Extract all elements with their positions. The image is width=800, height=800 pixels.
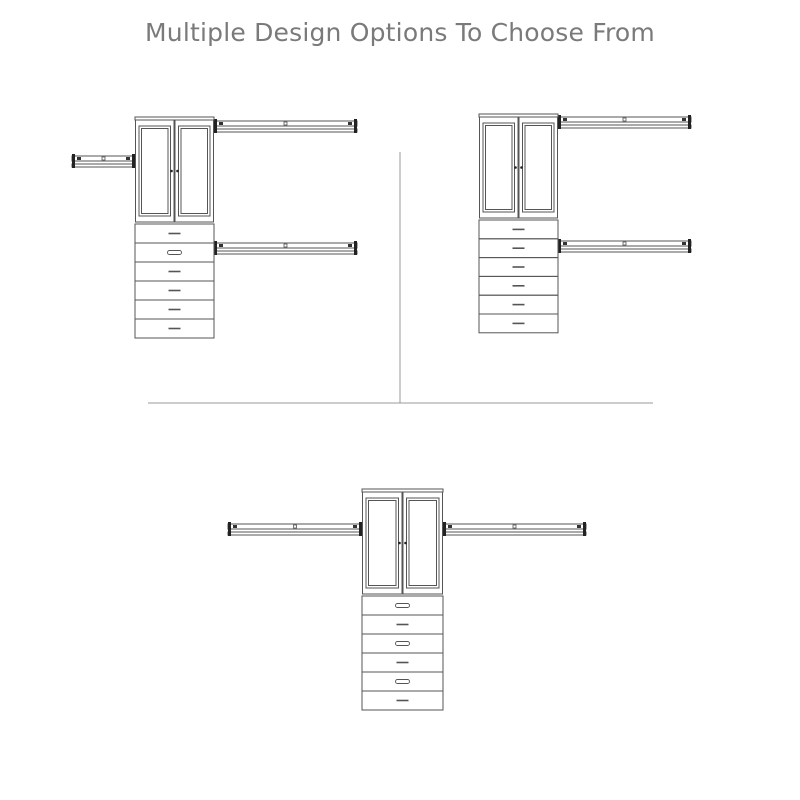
- hanging-rod: [558, 125, 691, 128]
- drawer: [135, 281, 214, 300]
- end-cap-icon: [563, 242, 567, 245]
- drawer-handle-icon: [396, 604, 410, 608]
- bracket-icon: [443, 522, 446, 536]
- door-panel-inner: [486, 126, 513, 210]
- bracket-icon: [214, 119, 217, 133]
- end-cap-icon: [233, 525, 237, 528]
- drawer-front: [362, 672, 443, 691]
- right-door: [519, 117, 558, 218]
- right-door: [175, 120, 214, 222]
- knob-icon: [404, 542, 407, 545]
- hanging-rod: [228, 532, 362, 535]
- drawer: [135, 300, 214, 319]
- knob-icon: [170, 170, 173, 173]
- end-cap-icon: [348, 244, 352, 247]
- shelf-rod: [214, 119, 357, 133]
- closet-tower: [479, 114, 558, 333]
- drawer: [362, 596, 443, 615]
- rod-clip-icon: [623, 242, 626, 245]
- end-cap-icon: [348, 122, 352, 125]
- right-door: [403, 492, 443, 594]
- door-panel: [407, 498, 440, 588]
- drawer: [362, 634, 443, 653]
- hanging-rod: [443, 532, 586, 535]
- drawer: [479, 220, 558, 239]
- drawer: [479, 295, 558, 314]
- bracket-icon: [354, 119, 357, 133]
- drawer: [135, 262, 214, 281]
- hanging-rod: [214, 129, 357, 132]
- door-panel: [179, 126, 211, 216]
- drawer: [479, 276, 558, 295]
- drawer-handle-icon: [396, 642, 410, 646]
- bracket-icon: [583, 522, 586, 536]
- end-cap-icon: [77, 157, 81, 160]
- end-cap-icon: [126, 157, 130, 160]
- rod-clip-icon: [102, 157, 105, 160]
- drawer: [135, 319, 214, 338]
- door-panel: [483, 123, 515, 212]
- shelf-rod: [214, 241, 357, 255]
- knob-icon: [514, 166, 517, 169]
- drawer-handle-icon: [168, 251, 182, 255]
- door-panel-inner: [525, 126, 552, 210]
- door-panel-inner: [181, 129, 208, 214]
- rod-clip-icon: [294, 525, 297, 528]
- drawer: [362, 653, 443, 672]
- design-option-3: [228, 489, 586, 710]
- drawer: [479, 314, 558, 333]
- door-panel: [139, 126, 171, 216]
- drawer-handle-icon: [396, 680, 410, 684]
- closet-tower: [362, 489, 443, 710]
- end-cap-icon: [219, 122, 223, 125]
- left-door: [363, 492, 403, 594]
- hanging-rod: [558, 249, 691, 252]
- bracket-icon: [228, 522, 231, 536]
- bracket-icon: [359, 522, 362, 536]
- bracket-icon: [132, 154, 135, 168]
- bracket-icon: [688, 115, 691, 129]
- left-door: [136, 120, 175, 222]
- door-panel-inner: [142, 129, 169, 214]
- drawer-front: [135, 243, 214, 262]
- hanging-rod: [214, 251, 357, 254]
- end-cap-icon: [448, 525, 452, 528]
- end-cap-icon: [682, 118, 686, 121]
- end-cap-icon: [682, 242, 686, 245]
- knob-icon: [176, 170, 179, 173]
- shelf-rod: [443, 522, 586, 536]
- drawer: [135, 224, 214, 243]
- shelf-rod: [228, 522, 362, 536]
- door-panel-inner: [369, 501, 397, 586]
- shelf-rod: [558, 239, 691, 253]
- rod-clip-icon: [623, 118, 626, 121]
- bracket-icon: [688, 239, 691, 253]
- bracket-icon: [354, 241, 357, 255]
- rod-clip-icon: [284, 122, 287, 125]
- end-cap-icon: [577, 525, 581, 528]
- rod-clip-icon: [513, 525, 516, 528]
- shelf-rod: [558, 115, 691, 129]
- drawer: [362, 672, 443, 691]
- drawer: [479, 258, 558, 277]
- door-panel: [523, 123, 555, 212]
- bracket-icon: [72, 154, 75, 168]
- end-cap-icon: [219, 244, 223, 247]
- door-panel: [366, 498, 399, 588]
- closet-tower: [135, 117, 214, 338]
- drawer: [135, 243, 214, 262]
- end-cap-icon: [353, 525, 357, 528]
- page-title: Multiple Design Options To Choose From: [145, 18, 655, 47]
- knob-icon: [520, 166, 523, 169]
- drawer: [362, 691, 443, 710]
- drawer-front: [362, 596, 443, 615]
- design-option-2: [479, 114, 691, 333]
- rod-clip-icon: [284, 244, 287, 247]
- door-panel-inner: [409, 501, 437, 586]
- end-cap-icon: [563, 118, 567, 121]
- drawer-front: [362, 634, 443, 653]
- design-option-1: [72, 117, 357, 338]
- hanging-rod: [72, 164, 135, 167]
- drawer: [479, 239, 558, 258]
- shelf-rod: [72, 154, 135, 168]
- knob-icon: [398, 542, 401, 545]
- drawer: [362, 615, 443, 634]
- left-door: [480, 117, 519, 218]
